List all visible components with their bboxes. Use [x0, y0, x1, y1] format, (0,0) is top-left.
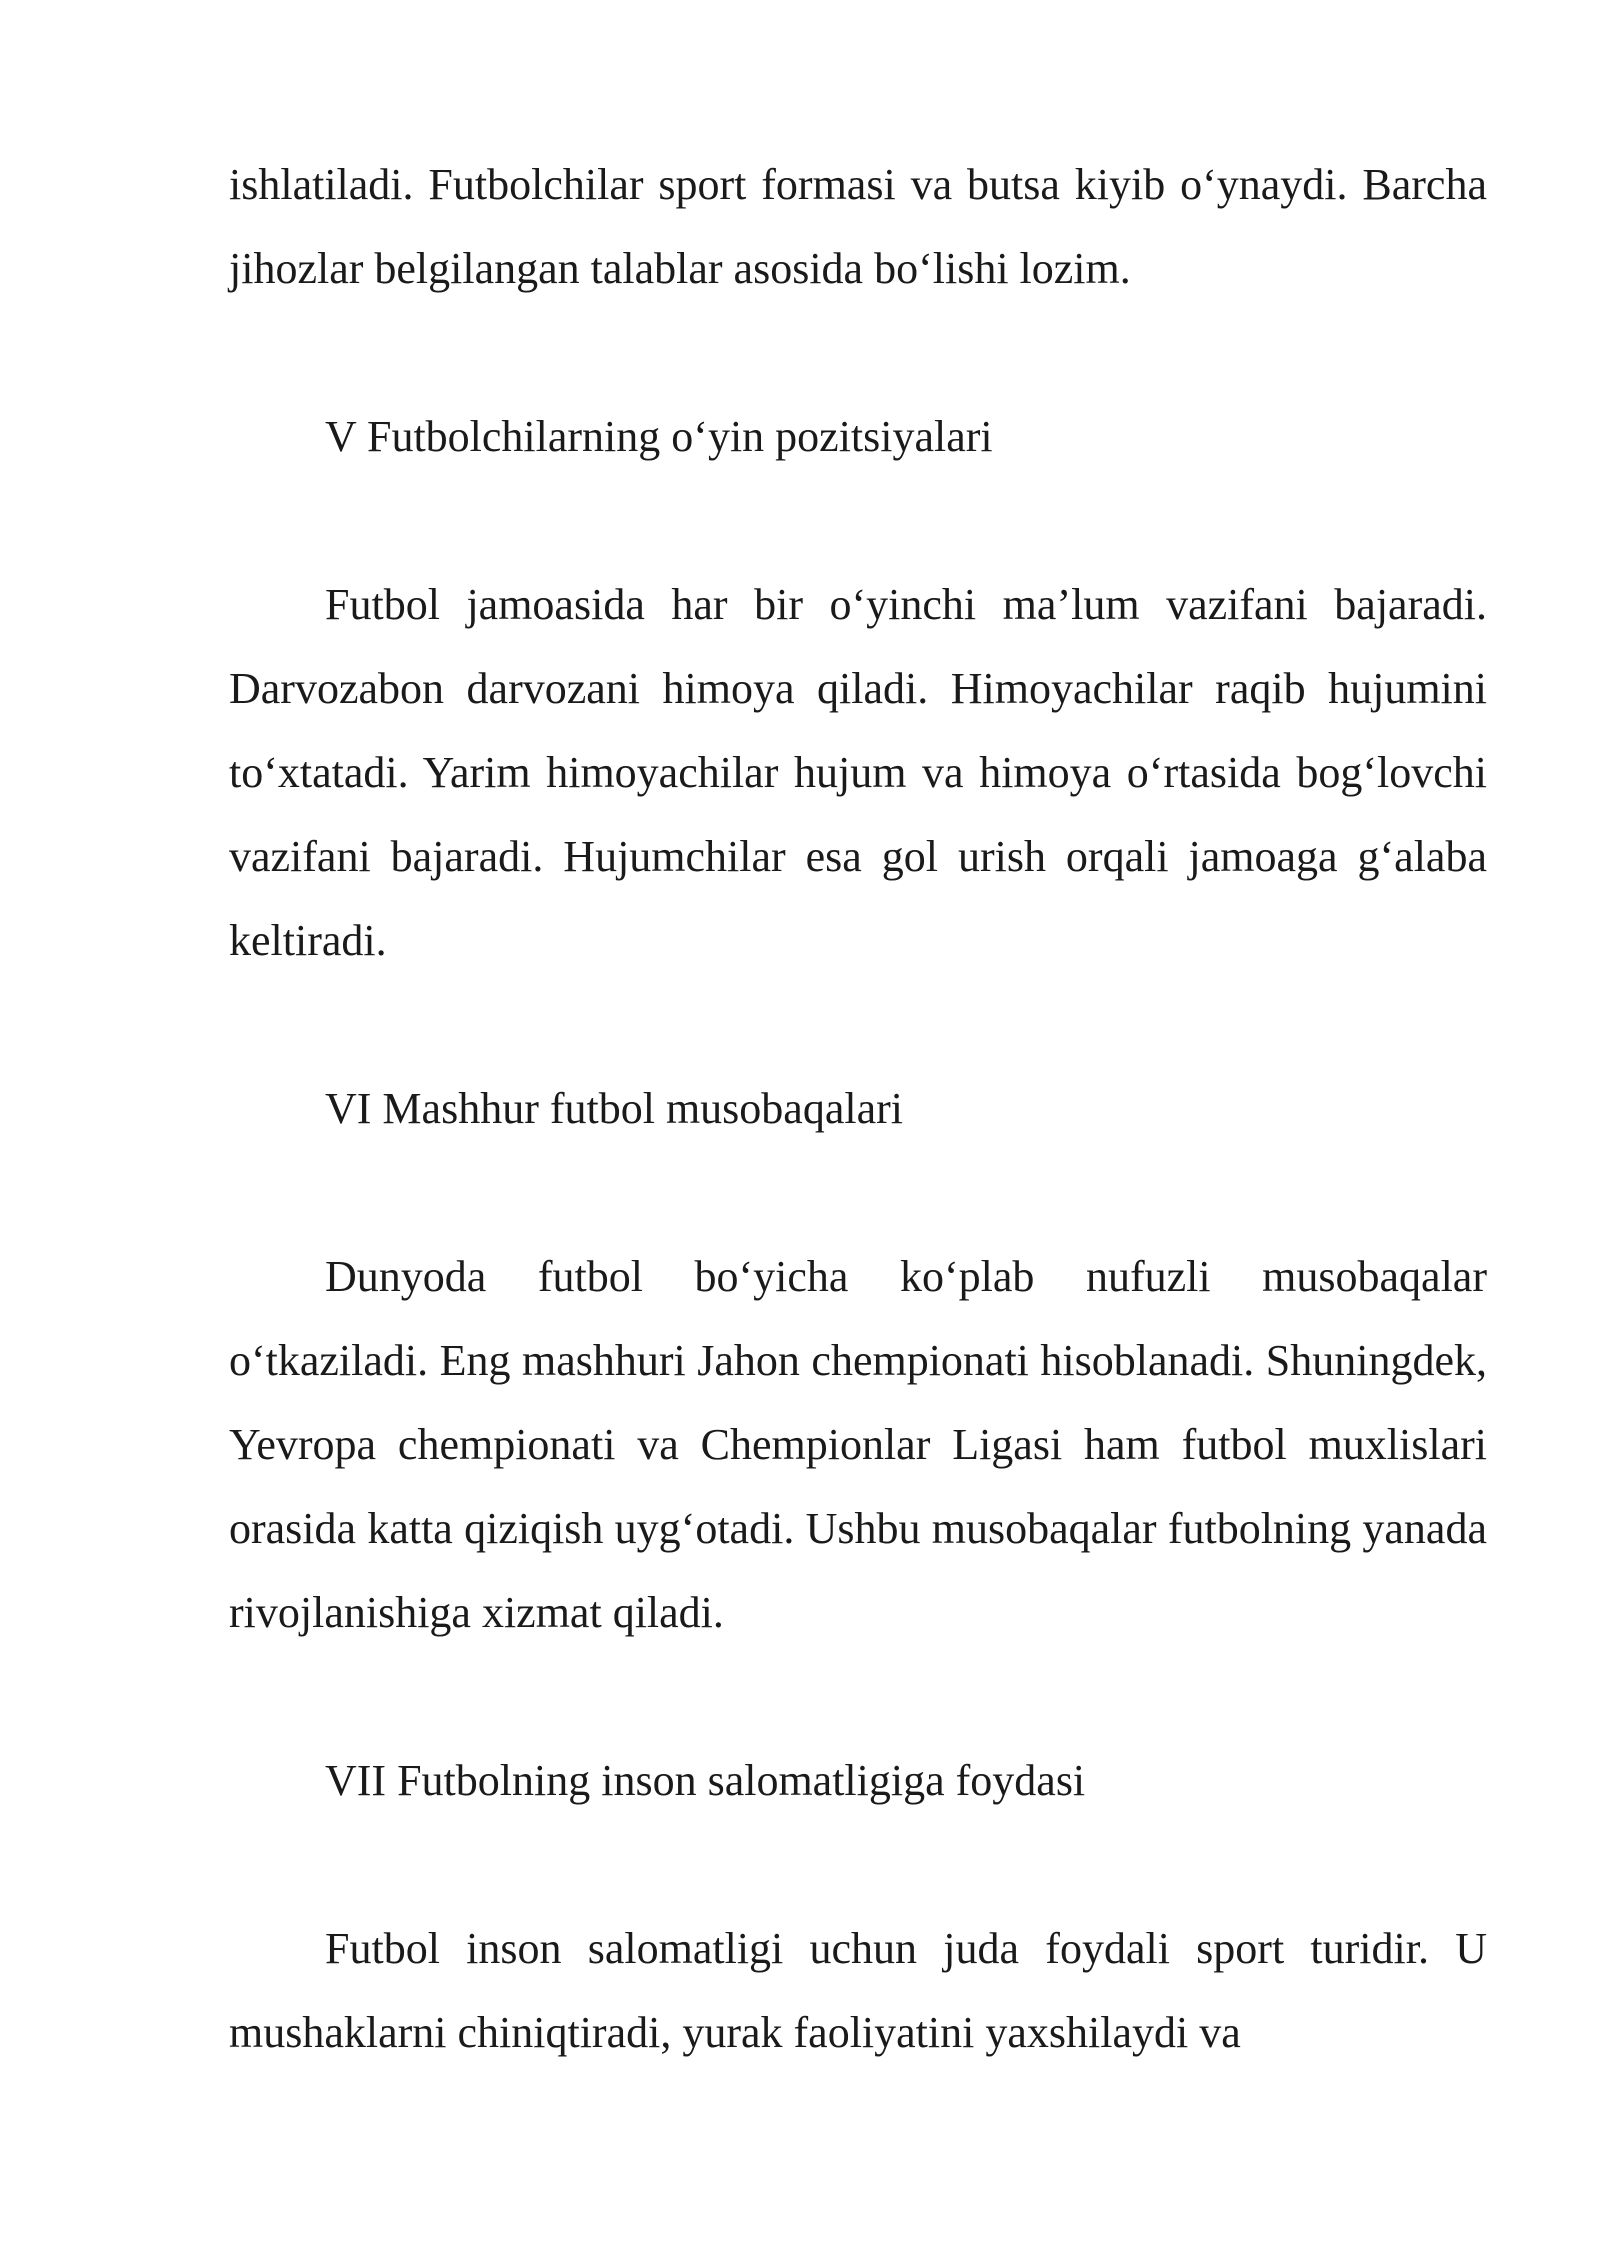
spacer [229, 1151, 1487, 1235]
document-page [229, 143, 1487, 2075]
paragraph-player-positions: Futbol jamoasida har bir o‘yinchi ma’lum vazifani bajaradi. Darvozabon darvozani himoya qiladi. Himoyachilar raqib hujumini to‘xtatadi. Yarim himoyachilar hujum va himoya o‘rtasida bog‘lovchi vazifani bajaradi. Hujumchilar esa gol urish orqali jamoaga g‘alaba keltiradi. [229, 580, 1487, 965]
spacer [229, 1655, 1487, 1739]
heading-health-benefits: VII Futbolning inson salomatligiga foydasi [325, 1756, 1086, 1805]
paragraph-equipment-end: ishlatiladi. Futbolchilar sport formasi va butsa kiyib o‘ynaydi. Barcha jihozlar belgilangan talablar asosida bo‘lishi lozim. [229, 160, 1487, 293]
heading-player-positions: V Futbolchilarning o‘yin pozitsiyalari [325, 412, 993, 461]
spacer [229, 983, 1487, 1067]
paragraph-health-benefits: Futbol inson salomatligi uchun juda foydali sport turidir. U mushaklarni chiniqtiradi, yurak faoliyatini yaxshilaydi va [229, 1924, 1487, 2057]
paragraph-famous-competitions: Dunyoda futbol bo‘yicha ko‘plab nufuzli musobaqalar o‘tkaziladi. Eng mashhuri Jahon chempionati hisoblanadi. Shuningdek, Yevropa chempionati va Chempionlar Ligasi ham futbol muxlislari orasida katta qiziqish uyg‘otadi. Ushbu musobaqalar futbolning yanada rivojlanishiga xizmat qiladi. [229, 1252, 1487, 1637]
spacer [229, 1823, 1487, 1907]
spacer [229, 311, 1487, 395]
heading-famous-competitions: VI Mashhur futbol musobaqalari [325, 1084, 903, 1133]
spacer [229, 479, 1487, 563]
